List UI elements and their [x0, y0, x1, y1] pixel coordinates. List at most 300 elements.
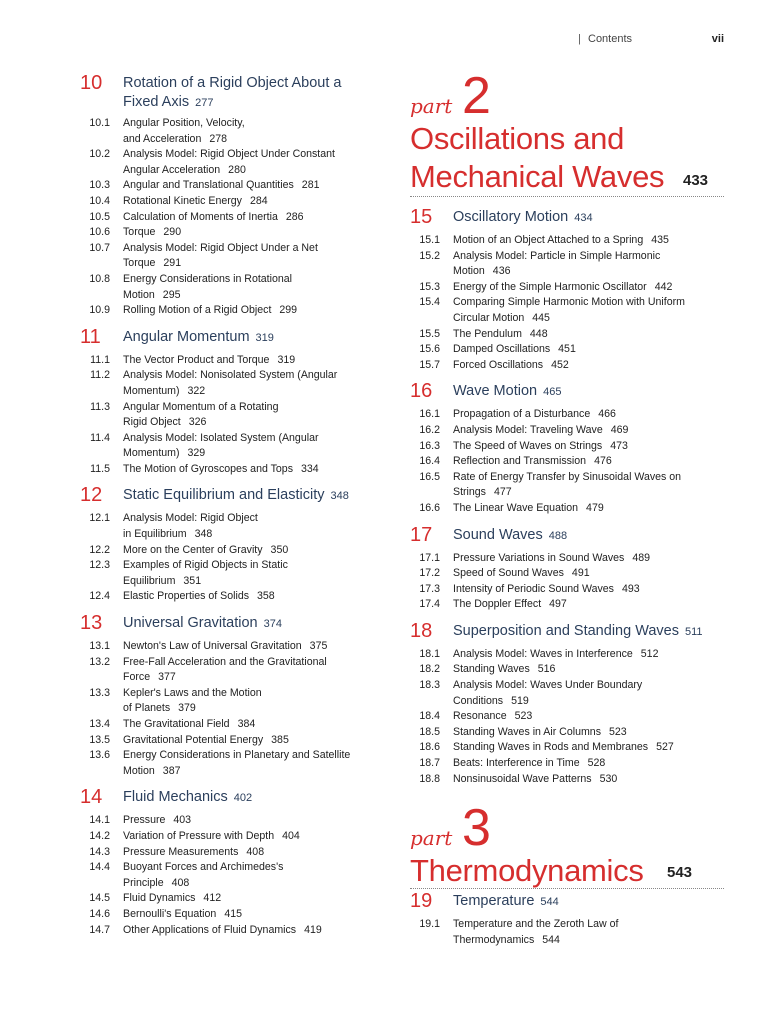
chapter-title-text: Angular Momentum [123, 328, 250, 345]
section-page: 530 [599, 772, 618, 785]
chapter-title-line [453, 622, 730, 642]
section-page: 497 [549, 598, 567, 611]
section-title-line [123, 670, 380, 686]
section-title-text: Principle [123, 876, 164, 889]
section-title-text: Motion [453, 265, 485, 278]
section-page: 528 [587, 757, 606, 770]
section-entry [410, 342, 730, 358]
section-title-text: Kepler's Laws and the Motion [123, 686, 262, 699]
section-title-text: Standing Waves in Air Columns [453, 725, 601, 738]
section-entry [80, 589, 380, 605]
section-title-text: Standing Waves in Rods and Membranes [453, 741, 649, 754]
section-page: 435 [651, 234, 669, 246]
section-entry [80, 907, 380, 923]
section-page: 448 [529, 327, 548, 340]
right-column [410, 60, 730, 957]
chapter-page: 434 [574, 212, 593, 224]
section-title-line [453, 694, 730, 710]
section-number: 15.7 [419, 358, 440, 371]
section-number: 13.1 [89, 640, 110, 653]
section-title-text: Standing Waves [453, 663, 530, 676]
section-title-text: Free-Fall Acceleration and the Gravitational [123, 655, 327, 668]
chapter-number: 17 [410, 523, 433, 546]
section-number: 18.3 [419, 679, 440, 692]
section-title-text: Elastic Properties of Solids [123, 590, 250, 603]
section-number: 11.5 [90, 462, 110, 475]
section-number: 11.4 [90, 431, 110, 444]
section-entry [80, 400, 380, 431]
section-number: 13.2 [89, 655, 110, 668]
section-page: 351 [183, 574, 202, 587]
section-title-text: Rigid Object [123, 416, 181, 429]
section-entry [410, 249, 730, 280]
section-title-text: Strings [453, 486, 486, 499]
section-title-text: Newton's Law of Universal Gravitation [123, 640, 302, 653]
chapter-title-line [453, 892, 730, 912]
section-title-line [453, 327, 730, 343]
section-title-text: Analysis Model: Traveling Wave [453, 423, 603, 436]
chapter-heading [410, 382, 730, 404]
section-title-text: Bernoulli's Equation [123, 907, 217, 920]
section-entry [410, 647, 730, 663]
chapter-heading [410, 619, 730, 644]
section-title-text: Momentum) [123, 384, 180, 397]
section-entry [80, 241, 380, 272]
section-number: 17.4 [419, 598, 440, 611]
section-title-line [123, 132, 380, 148]
section-title-line [123, 147, 380, 163]
section-title-text: The Speed of Waves on Strings [453, 439, 603, 452]
chapter-title-line [453, 382, 730, 402]
section-title-text: of Planets [123, 702, 171, 715]
section-page: 379 [178, 702, 196, 715]
chapter-title-text: Rotation of a Rigid Object About a [123, 75, 342, 91]
section-entry [410, 280, 730, 296]
chapter-heading [80, 325, 380, 350]
section-title-line [123, 639, 380, 655]
section-title-text: Motion [123, 288, 155, 301]
part-word: part [410, 826, 453, 851]
part-2-heading [410, 60, 730, 208]
section-entry [410, 756, 730, 772]
section-title-text: Analysis Model: Rigid Object Under Constant [123, 148, 335, 161]
section-title-line [453, 407, 730, 423]
section-title-text: Angular and Translational Quantities [123, 179, 294, 192]
section-title-text: Circular Motion [453, 311, 525, 324]
section-page: 404 [282, 829, 300, 842]
section-title-text: Analysis Model: Waves in Interference [453, 647, 633, 660]
section-number: 14.1 [89, 814, 110, 827]
section-title-text: Rate of Energy Transfer by Sinusoidal Waves on [453, 470, 682, 483]
section-title-text: Angular Momentum of a Rotating [123, 400, 279, 413]
section-title-line [453, 662, 730, 678]
section-title-text: Resonance [453, 710, 507, 723]
section-title-text: Intensity of Periodic Sound Waves [453, 582, 614, 595]
section-number: 18.8 [419, 772, 440, 785]
section-title-text: in Equilibrium [123, 528, 187, 541]
section-title-line [453, 566, 730, 582]
section-page: 384 [237, 718, 256, 730]
chapter-title-line [123, 93, 380, 113]
section-title-text: Energy Considerations in Rotational [123, 272, 293, 285]
section-title-line [123, 845, 380, 861]
chapter-title-line [123, 74, 380, 93]
part-title-line: Thermodynamics [410, 853, 644, 889]
section-number: 17.2 [419, 567, 440, 580]
section-page: 334 [301, 462, 319, 475]
section-page: 466 [598, 408, 616, 421]
section-page: 286 [285, 210, 304, 223]
section-number: 12.2 [89, 543, 110, 556]
section-title-line [123, 384, 380, 400]
section-page: 358 [257, 590, 275, 603]
section-page: 295 [162, 288, 181, 301]
section-number: 11.3 [90, 400, 110, 413]
section-title-line [123, 400, 380, 416]
section-page: 377 [158, 671, 176, 684]
section-title-line [453, 501, 730, 517]
part-word: part [410, 94, 453, 118]
section-title-text: Motion [123, 764, 155, 777]
section-entry [410, 407, 730, 423]
section-title-text: Force [123, 671, 151, 684]
header-label: Contents [588, 33, 633, 45]
section-title-line [123, 717, 380, 733]
section-title-text: Pressure [123, 814, 166, 827]
section-entry [410, 597, 730, 613]
section-title-line [123, 511, 380, 527]
section-page: 479 [586, 501, 604, 514]
section-page: 284 [249, 194, 268, 207]
section-entry [80, 225, 380, 241]
running-header [570, 33, 730, 49]
section-number: 14.7 [89, 923, 110, 936]
chapter-entry [410, 619, 730, 787]
chapter-page: 488 [548, 529, 568, 542]
section-title-text: Momentum) [123, 447, 180, 460]
section-entry [410, 295, 730, 326]
section-entry [80, 813, 380, 829]
section-title-line [453, 933, 730, 949]
section-title-line [123, 701, 380, 717]
section-title-line [453, 597, 730, 613]
section-title-text: More on the Center of Gravity [123, 543, 263, 556]
chapter-number: 13 [80, 612, 103, 635]
part-title-line: Oscillations and [410, 121, 625, 156]
section-entry [410, 551, 730, 567]
section-number: 14.5 [89, 892, 110, 905]
chapter-page: 319 [255, 331, 274, 344]
section-title-line [123, 116, 380, 132]
section-entry [410, 582, 730, 598]
section-number: 18.4 [419, 710, 440, 723]
section-title-line [123, 748, 380, 764]
section-number: 10.9 [89, 304, 110, 317]
section-page: 408 [171, 876, 190, 889]
section-number: 15.1 [419, 234, 440, 246]
section-title-line [123, 415, 380, 431]
section-title-text: Analysis Model: Rigid Object [123, 512, 258, 525]
section-title-text: Analysis Model: Waves Under Boundary [453, 679, 643, 692]
chapter-entry [80, 614, 380, 779]
section-page: 419 [304, 923, 322, 936]
section-title-text: Angular Acceleration [123, 163, 221, 176]
section-title-text: Torque [123, 257, 156, 270]
section-entry [80, 717, 380, 733]
section-page: 387 [162, 764, 181, 777]
section-title-line [453, 439, 730, 455]
section-page: 436 [492, 265, 511, 278]
section-title-line [453, 772, 730, 788]
section-title-line [123, 163, 380, 179]
section-title-line [453, 454, 730, 470]
chapter-heading [80, 486, 380, 508]
part-title-line: Mechanical Waves [410, 159, 665, 194]
section-number: 18.2 [419, 663, 440, 676]
section-title-text: Beats: Interference in Time [453, 757, 580, 770]
section-title-text: Energy Considerations in Planetary and Satellite [123, 749, 351, 762]
section-number: 10.4 [89, 194, 110, 207]
section-title-line [453, 358, 730, 374]
section-entry [80, 511, 380, 542]
chapter-title-line [123, 788, 380, 808]
chapter-title-text: Fluid Mechanics [123, 789, 228, 806]
section-title-line [123, 589, 380, 605]
section-page: 281 [301, 179, 320, 192]
section-page: 291 [163, 257, 182, 270]
section-title-text: The Motion of Gyroscopes and Tops [123, 462, 293, 475]
section-number: 10.1 [89, 117, 110, 129]
chapter-entry [410, 892, 730, 948]
section-number: 10.2 [89, 148, 110, 161]
section-page: 473 [610, 439, 628, 452]
chapter-page: 277 [195, 97, 214, 109]
section-title-line [453, 917, 730, 933]
section-title-text: Nonsinusoidal Wave Patterns [453, 772, 592, 785]
section-title-text: Motion of an Object Attached to a Spring [453, 234, 644, 246]
section-title-line [123, 288, 380, 304]
chapter-number: 15 [410, 206, 433, 228]
section-page: 299 [279, 304, 298, 317]
section-title-line [123, 194, 380, 210]
chapter-number: 18 [410, 619, 433, 642]
section-number: 16.2 [419, 423, 440, 436]
section-entry [410, 725, 730, 741]
section-entry [410, 917, 730, 948]
section-number: 12.1 [89, 512, 110, 525]
section-number: 12.3 [89, 559, 110, 572]
section-title-line [453, 311, 730, 327]
section-page: 326 [188, 416, 207, 429]
section-number: 10.6 [89, 226, 110, 239]
chapter-title-text: Superposition and Standing Waves [453, 622, 679, 639]
section-number: 17.3 [419, 582, 440, 595]
chapter-page: 511 [684, 625, 703, 638]
section-page: 523 [609, 725, 627, 738]
section-title-text: The Linear Wave Equation [453, 501, 579, 514]
section-title-text: Energy of the Simple Harmonic Oscillator [453, 280, 647, 293]
section-title-text: Analysis Model: Isolated System (Angular [123, 431, 319, 444]
section-number: 16.4 [419, 455, 440, 468]
section-number: 16.1 [419, 408, 440, 421]
section-number: 11.2 [90, 369, 110, 382]
part-number: 2 [462, 67, 491, 125]
section-entry [80, 368, 380, 399]
section-number: 18.1 [419, 647, 440, 660]
chapter-title-line [123, 328, 380, 348]
section-title-line [453, 740, 730, 756]
section-entry [80, 558, 380, 589]
chapter-title-line [453, 526, 730, 546]
section-number: 14.6 [89, 907, 110, 920]
section-number: 14.2 [89, 829, 110, 842]
section-entry [410, 662, 730, 678]
section-title-line [453, 280, 730, 296]
section-title-text: Fluid Dynamics [123, 892, 196, 905]
section-entry [80, 194, 380, 210]
section-page: 445 [532, 311, 550, 324]
chapter-title-text: Oscillatory Motion [453, 209, 569, 225]
section-title-line [123, 543, 380, 559]
section-number: 18.6 [419, 741, 440, 754]
section-title-text: Thermodynamics [453, 933, 535, 946]
section-entry [80, 116, 380, 147]
section-title-line [123, 446, 380, 462]
section-page: 512 [640, 647, 659, 660]
section-entry [80, 829, 380, 845]
section-entry [410, 470, 730, 501]
header-page-number: vii [711, 33, 724, 45]
section-entry [410, 454, 730, 470]
chapter-title-text: Temperature [453, 893, 535, 910]
part-page: 543 [667, 864, 693, 882]
section-page: 403 [173, 814, 192, 827]
chapter-heading [80, 788, 380, 810]
section-number: 16.3 [419, 439, 440, 452]
section-number: 13.4 [89, 718, 110, 730]
section-title-text: Examples of Rigid Objects in Static [123, 559, 288, 572]
section-page: 469 [610, 423, 629, 436]
section-number: 17.1 [419, 551, 440, 564]
section-title-line [453, 295, 730, 311]
section-page: 278 [209, 132, 228, 145]
section-title-line [123, 272, 380, 288]
section-page: 476 [594, 455, 612, 468]
section-entry [80, 923, 380, 939]
section-title-line [453, 233, 730, 249]
section-entry [80, 462, 380, 478]
chapter-entry [80, 788, 380, 938]
section-entry [80, 178, 380, 194]
section-title-text: Pressure Measurements [123, 845, 239, 858]
chapter-number: 12 [80, 484, 103, 507]
section-title-text: Calculation of Moments of Inertia [123, 210, 278, 223]
section-number: 15.2 [419, 249, 440, 262]
section-entry [410, 501, 730, 517]
section-number: 14.3 [89, 845, 110, 858]
section-number: 10.7 [89, 241, 110, 254]
section-page: 385 [271, 733, 289, 746]
section-title-line [123, 829, 380, 845]
section-title-text: Angular Position, Velocity, [123, 117, 245, 129]
chapter-page: 402 [233, 792, 253, 805]
section-page: 477 [493, 486, 512, 499]
section-number: 13.5 [89, 733, 110, 746]
chapter-entry [80, 325, 380, 478]
section-title-line [453, 470, 730, 486]
section-number: 11.1 [90, 353, 110, 366]
section-title-text: Equilibrium [123, 574, 176, 587]
chapter-title-line [123, 614, 380, 634]
section-entry [410, 327, 730, 343]
section-title-line [453, 485, 730, 501]
left-column [80, 74, 380, 947]
chapter-heading [80, 74, 380, 113]
section-entry [80, 891, 380, 907]
section-title-line [453, 551, 730, 567]
section-entry [80, 431, 380, 462]
section-title-line [123, 923, 380, 939]
section-title-text: Analysis Model: Particle in Simple Harmonic [453, 249, 661, 262]
section-entry [410, 358, 730, 374]
section-title-line [123, 764, 380, 780]
section-title-line [123, 860, 380, 876]
chapter-heading [410, 892, 730, 914]
chapter-number: 11 [80, 325, 101, 348]
part-number: 3 [462, 799, 491, 858]
section-title-text: Speed of Sound Waves [453, 567, 564, 580]
chapter-title-text: Sound Waves [453, 526, 543, 543]
section-entry [80, 860, 380, 891]
section-page: 375 [309, 640, 328, 653]
section-title-line [453, 264, 730, 280]
section-title-line [453, 725, 730, 741]
section-title-line [123, 368, 380, 384]
section-title-line [123, 303, 380, 319]
section-page: 408 [246, 845, 265, 858]
section-title-text: Propagation of a Disturbance [453, 408, 591, 421]
section-title-text: Damped Oscillations [453, 343, 551, 356]
chapter-page: 544 [540, 896, 559, 909]
section-page: 348 [194, 528, 213, 541]
section-page: 451 [558, 343, 576, 356]
section-title-line [123, 655, 380, 671]
section-page: 527 [656, 741, 674, 754]
section-page: 319 [277, 353, 296, 366]
chapter-entry [410, 208, 730, 373]
part-2-chapters [410, 208, 730, 787]
chapter-page: 374 [263, 618, 282, 631]
section-title-line [123, 813, 380, 829]
section-entry [80, 845, 380, 861]
section-title-line [453, 709, 730, 725]
section-entry [410, 439, 730, 455]
section-entry [80, 639, 380, 655]
dotted-rule [410, 196, 724, 197]
chapter-title-text: Universal Gravitation [123, 615, 258, 632]
chapter-page: 465 [543, 386, 562, 399]
section-title-text: Rotational Kinetic Energy [123, 194, 242, 207]
section-number: 14.4 [89, 861, 110, 874]
section-title-text: The Vector Product and Torque [123, 353, 270, 366]
section-page: 523 [514, 710, 533, 723]
section-page: 519 [511, 694, 529, 707]
section-title-text: Temperature and the Zeroth Law of [453, 918, 619, 931]
section-number: 18.7 [419, 757, 440, 770]
section-title-text: The Doppler Effect [453, 598, 542, 611]
section-title-line [123, 527, 380, 543]
section-number: 12.4 [89, 590, 110, 603]
